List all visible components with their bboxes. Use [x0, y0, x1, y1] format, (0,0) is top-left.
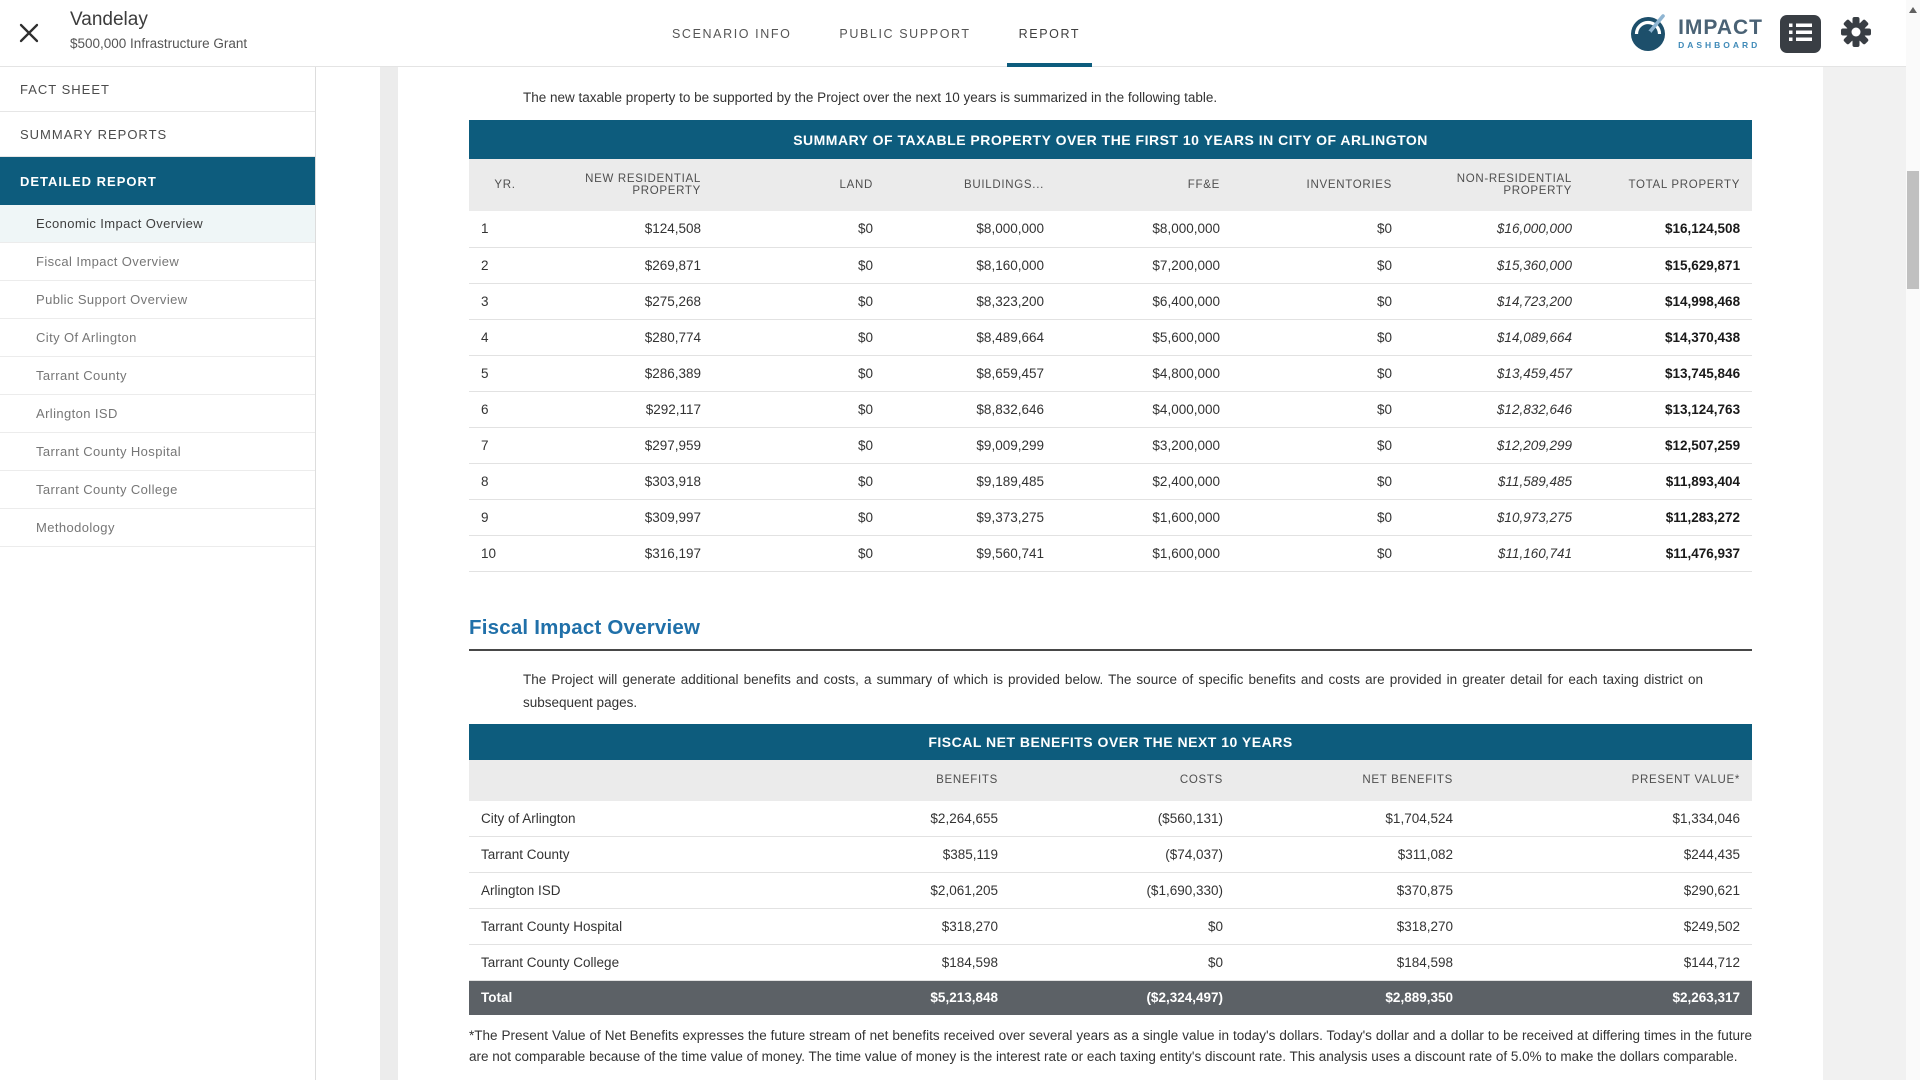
cell: ($560,131) — [1010, 801, 1235, 837]
cell: $0 — [1010, 909, 1235, 945]
cell: $8,659,457 — [885, 355, 1056, 391]
cell: 6 — [469, 391, 541, 427]
cell: $4,000,000 — [1056, 391, 1232, 427]
table-row — [469, 427, 1752, 463]
cell: $11,283,272 — [1584, 499, 1752, 535]
district-cell: Tarrant County — [469, 837, 780, 873]
impact-dashboard-logo — [1628, 9, 1763, 58]
column-header — [469, 760, 780, 801]
cell: $0 — [713, 427, 885, 463]
cell: $11,476,937 — [1584, 535, 1752, 571]
column-header: LAND — [713, 159, 885, 211]
cell: $0 — [1010, 945, 1235, 981]
cell: $2,400,000 — [1056, 463, 1232, 499]
cell: $12,209,299 — [1404, 427, 1584, 463]
table-title: SUMMARY OF TAXABLE PROPERTY OVER THE FIRST 10 YEARS IN CITY OF ARLINGTON — [469, 120, 1752, 159]
tab-public-support[interactable]: PUBLIC SUPPORT — [815, 0, 994, 67]
sidebar-item-summary-reports[interactable]: SUMMARY REPORTS — [0, 112, 315, 157]
column-header: NEW RESIDENTIAL PROPERTY — [541, 159, 713, 211]
cell: 5 — [469, 355, 541, 391]
close-button[interactable] — [16, 21, 42, 47]
table-row — [469, 283, 1752, 319]
cell: $0 — [713, 535, 885, 571]
sidebar-item-fact-sheet[interactable]: FACT SHEET — [0, 67, 315, 112]
cell: 10 — [469, 535, 541, 571]
cell: $124,508 — [541, 211, 713, 247]
cell: $3,200,000 — [1056, 427, 1232, 463]
cell: $8,832,646 — [885, 391, 1056, 427]
district-cell: City of Arlington — [469, 801, 780, 837]
sidebar-item-methodology[interactable]: Methodology — [0, 509, 315, 547]
cell: $184,598 — [780, 945, 1010, 981]
table-row — [469, 945, 1752, 981]
table-header-row — [469, 760, 1752, 801]
cell: $11,160,741 — [1404, 535, 1584, 571]
cell: $0 — [1232, 211, 1404, 247]
tab-report[interactable]: REPORT — [995, 0, 1104, 67]
cell: $13,459,457 — [1404, 355, 1584, 391]
list-icon — [1789, 22, 1812, 46]
district-cell: Tarrant County College — [469, 945, 780, 981]
cell: $2,889,350 — [1235, 981, 1465, 1015]
scenario-title: Vandelay — [70, 9, 148, 30]
table-row — [469, 391, 1752, 427]
cell: $249,502 — [1465, 909, 1752, 945]
column-header: YR. — [469, 159, 541, 211]
table-row — [469, 535, 1752, 571]
cell: $2,263,317 — [1465, 981, 1752, 1015]
cell: $303,918 — [541, 463, 713, 499]
cell: $8,489,664 — [885, 319, 1056, 355]
cell: $0 — [713, 463, 885, 499]
cell: $8,160,000 — [885, 247, 1056, 283]
cell: $0 — [1232, 463, 1404, 499]
cell: $9,009,299 — [885, 427, 1056, 463]
cell: $16,000,000 — [1404, 211, 1584, 247]
scenario-title-block — [70, 9, 247, 51]
page-left-gutter — [380, 67, 398, 1080]
table-row — [469, 355, 1752, 391]
report-page — [398, 67, 1823, 1080]
cell: $370,875 — [1235, 873, 1465, 909]
table-row — [469, 463, 1752, 499]
sidebar-item-fiscal-impact-overview[interactable]: Fiscal Impact Overview — [0, 243, 315, 281]
sidebar-item-city-of-arlington[interactable]: City Of Arlington — [0, 319, 315, 357]
scroll-up-arrow-icon[interactable] — [1909, 7, 1917, 13]
cell: $12,832,646 — [1404, 391, 1584, 427]
cell: $4,800,000 — [1056, 355, 1232, 391]
cell: $2,061,205 — [780, 873, 1010, 909]
cell: $0 — [1232, 427, 1404, 463]
cell: 2 — [469, 247, 541, 283]
cell: $144,712 — [1465, 945, 1752, 981]
logo-text — [1678, 17, 1763, 50]
fiscal-impact-paragraph: The Project will generate additional benefits and costs, a summary of which is provided below. The source of specific benefits and costs are provided in greater detail for each taxing district on subsequent pages. — [523, 671, 1703, 710]
cell: 4 — [469, 319, 541, 355]
sidebar-item-detailed-report[interactable]: DETAILED REPORT — [0, 157, 315, 205]
sidebar-item-tarrant-county[interactable]: Tarrant County — [0, 357, 315, 395]
cell: $5,213,848 — [780, 981, 1010, 1015]
taxable-property-intro: The new taxable property to be supported by the Project over the next 10 years is summarized in the following table. — [523, 90, 1218, 105]
cell: $0 — [713, 499, 885, 535]
cell: $16,124,508 — [1584, 211, 1752, 247]
cell: $385,119 — [780, 837, 1010, 873]
cell: $11,589,485 — [1404, 463, 1584, 499]
cell: $10,973,275 — [1404, 499, 1584, 535]
cell: $8,323,200 — [885, 283, 1056, 319]
sidebar-item-economic-impact-overview[interactable]: Economic Impact Overview — [0, 205, 315, 243]
cell: $8,000,000 — [885, 211, 1056, 247]
fiscal-net-benefits-table — [469, 724, 1752, 1015]
table-row — [469, 499, 1752, 535]
column-header: NON-RESIDENTIAL PROPERTY — [1404, 159, 1584, 211]
cell: $292,117 — [541, 391, 713, 427]
cell: $1,600,000 — [1056, 535, 1232, 571]
column-header: FF&E — [1056, 159, 1232, 211]
present-value-footnote: *The Present Value of Net Benefits expresses the future stream of net benefits received over several years as a single value in today's dollars. Today's dollar and a dollar to be received at differing times in the future are not comparable because of the time value of money. The time value of money is the interest rate or each taxing entity's discount rate. This analysis uses a discount rate of 5.0% to make the dollars comparable. — [469, 1027, 1752, 1064]
cell: $0 — [1232, 355, 1404, 391]
section-divider — [469, 649, 1752, 651]
cell: ($74,037) — [1010, 837, 1235, 873]
top-right-controls — [1628, 0, 1874, 67]
cell: $6,400,000 — [1056, 283, 1232, 319]
scrollbar-thumb[interactable] — [1907, 171, 1919, 289]
cell: $0 — [1232, 319, 1404, 355]
column-header: NET BENEFITS — [1235, 760, 1465, 801]
cell: $184,598 — [1235, 945, 1465, 981]
cell: $8,000,000 — [1056, 211, 1232, 247]
report-content-area — [316, 67, 1920, 1080]
table-row — [469, 837, 1752, 873]
cell: $0 — [1232, 247, 1404, 283]
table-row — [469, 801, 1752, 837]
cell: $1,600,000 — [1056, 499, 1232, 535]
table-title-row — [469, 724, 1752, 760]
column-header: INVENTORIES — [1232, 159, 1404, 211]
cell: $9,373,275 — [885, 499, 1056, 535]
report-list-button[interactable] — [1780, 15, 1821, 53]
cell: $13,124,763 — [1584, 391, 1752, 427]
cell: $269,871 — [541, 247, 713, 283]
cell: $297,959 — [541, 427, 713, 463]
tab-scenario-info[interactable]: SCENARIO INFO — [648, 0, 815, 67]
total-label-cell: Total — [469, 981, 780, 1015]
cell: 3 — [469, 283, 541, 319]
cell: $2,264,655 — [780, 801, 1010, 837]
gear-icon — [1838, 14, 1874, 53]
sidebar-item-public-support-overview[interactable]: Public Support Overview — [0, 281, 315, 319]
cell: 8 — [469, 463, 541, 499]
cell: $0 — [1232, 391, 1404, 427]
cell: $0 — [1232, 283, 1404, 319]
sidebar-item-tarrant-county-college[interactable]: Tarrant County College — [0, 471, 315, 509]
cell: $1,334,046 — [1465, 801, 1752, 837]
cell: $12,507,259 — [1584, 427, 1752, 463]
cell: $13,745,846 — [1584, 355, 1752, 391]
cell: $286,389 — [541, 355, 713, 391]
district-cell: Tarrant County Hospital — [469, 909, 780, 945]
cell: 1 — [469, 211, 541, 247]
cell: $9,189,485 — [885, 463, 1056, 499]
cell: $0 — [713, 211, 885, 247]
cell: $318,270 — [1235, 909, 1465, 945]
cell: $0 — [713, 283, 885, 319]
column-header: PRESENT VALUE* — [1465, 760, 1752, 801]
sidebar-item-tarrant-county-hospital[interactable]: Tarrant County Hospital — [0, 433, 315, 471]
cell: $0 — [713, 247, 885, 283]
tab-bar — [648, 0, 1104, 67]
settings-button[interactable] — [1838, 14, 1874, 53]
total-row — [469, 981, 1752, 1015]
cell: $280,774 — [541, 319, 713, 355]
cell: $5,600,000 — [1056, 319, 1232, 355]
cell: $0 — [1232, 535, 1404, 571]
gauge-logo-icon — [1628, 9, 1670, 58]
column-header: COSTS — [1010, 760, 1235, 801]
district-cell: Arlington ISD — [469, 873, 780, 909]
report-sidebar — [0, 67, 316, 1080]
table-row — [469, 319, 1752, 355]
table-row — [469, 873, 1752, 909]
cell: $15,360,000 — [1404, 247, 1584, 283]
cell: $15,629,871 — [1584, 247, 1752, 283]
cell: $309,997 — [541, 499, 713, 535]
logo-subname: DASHBOARD — [1678, 40, 1761, 51]
cell: $0 — [1232, 499, 1404, 535]
cell: $9,560,741 — [885, 535, 1056, 571]
column-header: TOTAL PROPERTY — [1584, 159, 1752, 211]
table-row — [469, 211, 1752, 247]
taxable-property-table — [469, 120, 1752, 572]
table-row — [469, 909, 1752, 945]
cell: $0 — [713, 391, 885, 427]
column-header: BUILDINGS... — [885, 159, 1056, 211]
cell: $14,723,200 — [1404, 283, 1584, 319]
cell: $0 — [713, 355, 885, 391]
cell: $311,082 — [1235, 837, 1465, 873]
top-bar — [0, 0, 1906, 67]
cell: $14,370,438 — [1584, 319, 1752, 355]
close-icon — [17, 33, 41, 48]
cell: $11,893,404 — [1584, 463, 1752, 499]
table-row — [469, 247, 1752, 283]
cell: $244,435 — [1465, 837, 1752, 873]
cell: 9 — [469, 499, 541, 535]
logo-name: IMPACT — [1678, 16, 1763, 40]
cell: $1,704,524 — [1235, 801, 1465, 837]
cell: $316,197 — [541, 535, 713, 571]
scenario-subtitle: $500,000 Infrastructure Grant — [70, 36, 248, 51]
cell: ($2,324,497) — [1010, 981, 1235, 1015]
table-header-row — [469, 159, 1752, 211]
cell: $7,200,000 — [1056, 247, 1232, 283]
cell: $275,268 — [541, 283, 713, 319]
cell: $0 — [713, 319, 885, 355]
cell: $318,270 — [780, 909, 1010, 945]
cell: ($1,690,330) — [1010, 873, 1235, 909]
cell: $14,998,468 — [1584, 283, 1752, 319]
fiscal-impact-heading: Fiscal Impact Overview — [469, 615, 701, 639]
table-title: FISCAL NET BENEFITS OVER THE NEXT 10 YEARS — [469, 724, 1752, 760]
cell: $290,621 — [1465, 873, 1752, 909]
column-header: BENEFITS — [780, 760, 1010, 801]
table-title-row — [469, 120, 1752, 159]
cell: 7 — [469, 427, 541, 463]
sidebar-item-arlington-isd[interactable]: Arlington ISD — [0, 395, 315, 433]
cell: $14,089,664 — [1404, 319, 1584, 355]
vertical-scrollbar[interactable] — [1906, 0, 1920, 1080]
